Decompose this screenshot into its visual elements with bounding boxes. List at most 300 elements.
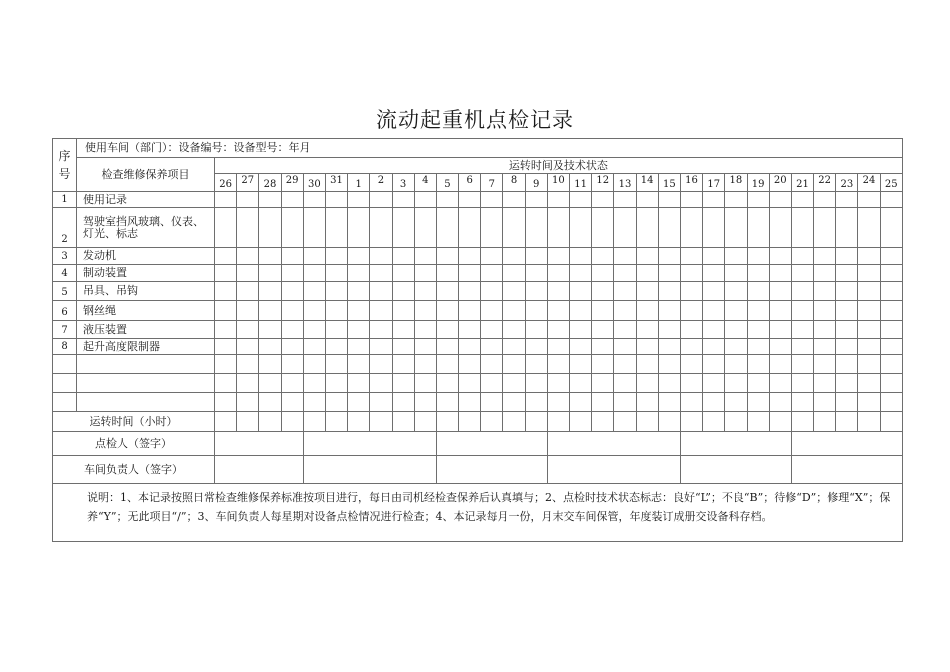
check-cell [281, 301, 303, 321]
run-time-cell [592, 412, 614, 432]
run-time-cell [348, 412, 370, 432]
day-header-1 [348, 174, 370, 192]
check-cell [570, 355, 592, 374]
check-cell [592, 208, 614, 248]
day-header-27 [237, 174, 259, 192]
seq-header [53, 139, 77, 192]
check-cell [392, 282, 414, 301]
day-label: 26 [219, 178, 232, 190]
check-cell [791, 192, 813, 208]
check-cell [281, 248, 303, 265]
check-cell [481, 248, 503, 265]
check-cell [436, 355, 458, 374]
check-cell [791, 355, 813, 374]
day-label: 24 [862, 174, 876, 186]
check-cell [237, 339, 259, 355]
run-time-cell [880, 412, 902, 432]
check-cell [725, 282, 747, 301]
check-cell [680, 192, 702, 208]
check-cell [370, 248, 392, 265]
check-cell [215, 355, 237, 374]
item-seq: 5 [53, 282, 77, 301]
item-label: 驾驶室挡风玻璃、仪表、灯光、标志 [77, 208, 215, 248]
check-cell [725, 393, 747, 412]
day-header-13 [614, 174, 636, 192]
day-header-12 [592, 174, 614, 192]
check-cell [303, 339, 325, 355]
check-cell [570, 301, 592, 321]
check-cell [303, 393, 325, 412]
page-title: 流动起重机点检记录 [376, 108, 574, 132]
check-cell [858, 265, 880, 282]
check-cell [215, 248, 237, 265]
check-cell [281, 208, 303, 248]
check-cell [725, 248, 747, 265]
check-cell [436, 393, 458, 412]
check-cell [747, 374, 769, 393]
check-cell [769, 393, 791, 412]
check-cell [459, 265, 481, 282]
check-cell [370, 282, 392, 301]
run-time-cell [303, 412, 325, 432]
check-cell [592, 192, 614, 208]
run-time-cell [370, 412, 392, 432]
check-cell [703, 355, 725, 374]
inspector-label: 点检人（签字） [53, 432, 215, 456]
check-cell [769, 265, 791, 282]
day-header-23 [836, 174, 858, 192]
check-cell [769, 248, 791, 265]
check-cell [325, 282, 347, 301]
run-time-cell [769, 412, 791, 432]
check-cell [459, 208, 481, 248]
check-cell [370, 355, 392, 374]
inspector-cell [680, 432, 791, 456]
check-cell [525, 374, 547, 393]
check-cell [436, 282, 458, 301]
check-cell [525, 208, 547, 248]
check-cell [503, 321, 525, 339]
check-cell [636, 321, 658, 339]
day-header-30 [303, 174, 325, 192]
item-seq: 7 [53, 321, 77, 339]
check-cell [703, 301, 725, 321]
check-cell [481, 301, 503, 321]
check-cell [215, 393, 237, 412]
check-cell [481, 265, 503, 282]
check-cell [769, 208, 791, 248]
check-cell [481, 374, 503, 393]
day-header-14 [636, 174, 658, 192]
item-label: 钢丝绳 [77, 301, 215, 321]
check-cell [436, 339, 458, 355]
check-cell [814, 355, 836, 374]
day-header-8 [503, 174, 525, 192]
check-cell [414, 282, 436, 301]
check-cell [703, 282, 725, 301]
check-cell [836, 265, 858, 282]
item-label: 制动装置 [77, 265, 215, 282]
day-label: 5 [444, 178, 451, 190]
check-cell [592, 265, 614, 282]
check-cell [370, 192, 392, 208]
check-cell [459, 321, 481, 339]
check-cell [880, 393, 902, 412]
check-cell [481, 355, 503, 374]
check-cell [459, 355, 481, 374]
check-cell [791, 301, 813, 321]
check-cell [459, 282, 481, 301]
check-cell [481, 339, 503, 355]
check-cell [880, 208, 902, 248]
run-time-cell [481, 412, 503, 432]
check-cell [237, 321, 259, 339]
check-cell [858, 282, 880, 301]
check-cell [525, 282, 547, 301]
check-cell [392, 208, 414, 248]
check-cell [747, 339, 769, 355]
check-cell [614, 265, 636, 282]
day-header-7 [481, 174, 503, 192]
check-cell [325, 374, 347, 393]
check-cell [814, 248, 836, 265]
check-cell [237, 374, 259, 393]
day-header-5 [436, 174, 458, 192]
check-cell [703, 248, 725, 265]
status-header: 运转时间及技术状态 [215, 158, 903, 174]
day-header-2 [370, 174, 392, 192]
day-header-11 [570, 174, 592, 192]
check-cell [680, 355, 702, 374]
check-cell [680, 265, 702, 282]
run-time-cell [814, 412, 836, 432]
run-time-cell [281, 412, 303, 432]
day-header-21 [791, 174, 813, 192]
check-cell [281, 355, 303, 374]
check-cell [348, 208, 370, 248]
check-cell [370, 301, 392, 321]
check-cell [547, 282, 569, 301]
check-cell [769, 355, 791, 374]
blank-item [77, 355, 215, 374]
check-cell [436, 265, 458, 282]
day-header-26 [215, 174, 237, 192]
item-seq: 3 [53, 248, 77, 265]
check-cell [503, 208, 525, 248]
check-cell [459, 248, 481, 265]
check-cell [791, 339, 813, 355]
check-cell [503, 265, 525, 282]
check-cell [503, 393, 525, 412]
check-cell [836, 355, 858, 374]
check-cell [348, 321, 370, 339]
day-header-17 [703, 174, 725, 192]
check-cell [858, 208, 880, 248]
check-cell [547, 393, 569, 412]
blank-seq [53, 393, 77, 412]
check-cell [325, 192, 347, 208]
run-time-cell [503, 412, 525, 432]
item-label: 吊具、吊钩 [77, 282, 215, 301]
check-cell [237, 192, 259, 208]
check-cell [481, 282, 503, 301]
check-cell [436, 248, 458, 265]
day-label: 11 [574, 178, 587, 190]
check-cell [547, 374, 569, 393]
check-cell [459, 374, 481, 393]
check-cell [814, 208, 836, 248]
day-header-25 [880, 174, 902, 192]
check-cell [747, 248, 769, 265]
seq-header-label: 序号 [58, 149, 71, 181]
day-label: 2 [377, 174, 385, 186]
item-header: 检查维修保养项目 [77, 158, 215, 192]
check-cell [880, 248, 902, 265]
run-time-cell [791, 412, 813, 432]
check-cell [503, 339, 525, 355]
check-cell [459, 393, 481, 412]
check-cell [592, 321, 614, 339]
check-cell [880, 282, 902, 301]
check-cell [392, 339, 414, 355]
check-cell [836, 301, 858, 321]
check-cell [747, 192, 769, 208]
check-cell [836, 339, 858, 355]
check-cell [303, 265, 325, 282]
day-header-20 [769, 174, 791, 192]
day-header-19 [747, 174, 769, 192]
check-cell [237, 301, 259, 321]
check-cell [880, 321, 902, 339]
check-cell [747, 282, 769, 301]
check-cell [791, 248, 813, 265]
check-cell [348, 301, 370, 321]
check-cell [814, 192, 836, 208]
supervisor-cell [436, 456, 547, 484]
check-cell [370, 339, 392, 355]
inspector-cell [547, 432, 680, 456]
check-cell [658, 355, 680, 374]
check-cell [459, 192, 481, 208]
check-cell [791, 282, 813, 301]
check-cell [215, 321, 237, 339]
check-cell [525, 355, 547, 374]
check-cell [680, 208, 702, 248]
check-cell [414, 192, 436, 208]
check-cell [547, 192, 569, 208]
day-label: 18 [729, 174, 743, 186]
check-cell [858, 355, 880, 374]
day-label: 22 [818, 174, 832, 186]
check-cell [658, 339, 680, 355]
supervisor-cell [547, 456, 680, 484]
supervisor-cell [215, 456, 304, 484]
run-time-cell [436, 412, 458, 432]
check-cell [658, 265, 680, 282]
check-cell [836, 208, 858, 248]
check-cell [725, 192, 747, 208]
check-cell [703, 339, 725, 355]
check-cell [725, 321, 747, 339]
check-cell [592, 374, 614, 393]
check-cell [547, 355, 569, 374]
check-cell [215, 301, 237, 321]
check-cell [636, 355, 658, 374]
check-cell [814, 393, 836, 412]
check-cell [592, 248, 614, 265]
check-cell [680, 321, 702, 339]
check-cell [215, 374, 237, 393]
check-cell [414, 393, 436, 412]
check-cell [814, 339, 836, 355]
check-cell [547, 208, 569, 248]
day-header-10 [547, 174, 569, 192]
check-cell [414, 374, 436, 393]
day-label: 12 [596, 174, 610, 186]
check-cell [814, 374, 836, 393]
day-label: 23 [840, 178, 854, 190]
day-header-9 [525, 174, 547, 192]
run-time-cell [614, 412, 636, 432]
check-cell [680, 339, 702, 355]
check-cell [525, 301, 547, 321]
day-label: 21 [796, 178, 809, 190]
check-cell [259, 248, 281, 265]
check-cell [348, 192, 370, 208]
check-cell [747, 265, 769, 282]
day-header-31 [325, 174, 347, 192]
check-cell [325, 355, 347, 374]
check-cell [481, 192, 503, 208]
day-header-4 [414, 174, 436, 192]
check-cell [436, 192, 458, 208]
check-cell [636, 301, 658, 321]
run-time-cell [215, 412, 237, 432]
check-cell [325, 208, 347, 248]
check-cell [680, 301, 702, 321]
check-cell [592, 301, 614, 321]
blank-item [77, 393, 215, 412]
check-cell [259, 321, 281, 339]
run-time-label: 运转时间（小时） [53, 412, 215, 432]
check-cell [791, 393, 813, 412]
run-time-cell [525, 412, 547, 432]
day-label: 3 [399, 178, 407, 190]
check-cell [747, 321, 769, 339]
check-cell [814, 265, 836, 282]
check-cell [215, 208, 237, 248]
check-cell [880, 355, 902, 374]
check-cell [237, 248, 259, 265]
check-cell [658, 301, 680, 321]
check-cell [858, 321, 880, 339]
check-cell [414, 265, 436, 282]
item-label: 液压装置 [77, 321, 215, 339]
check-cell [325, 265, 347, 282]
check-cell [348, 339, 370, 355]
check-cell [880, 265, 902, 282]
run-time-cell [325, 412, 347, 432]
check-cell [880, 374, 902, 393]
check-cell [725, 265, 747, 282]
check-cell [436, 374, 458, 393]
check-cell [237, 208, 259, 248]
item-seq: 4 [53, 265, 77, 282]
check-cell [259, 355, 281, 374]
check-cell [703, 208, 725, 248]
check-cell [658, 208, 680, 248]
check-cell [281, 321, 303, 339]
check-cell [547, 248, 569, 265]
day-label: 30 [307, 178, 321, 190]
check-cell [215, 192, 237, 208]
check-cell [259, 339, 281, 355]
check-cell [547, 339, 569, 355]
supervisor-cell [680, 456, 791, 484]
run-time-cell [547, 412, 569, 432]
day-label: 27 [241, 174, 255, 186]
check-cell [747, 208, 769, 248]
day-label: 13 [618, 178, 632, 190]
check-cell [259, 192, 281, 208]
check-cell [769, 321, 791, 339]
check-cell [503, 192, 525, 208]
item-seq: 1 [53, 192, 77, 208]
check-cell [769, 282, 791, 301]
day-label: 17 [707, 178, 721, 190]
check-cell [592, 393, 614, 412]
check-cell [303, 282, 325, 301]
blank-seq [53, 355, 77, 374]
check-cell [769, 374, 791, 393]
check-cell [791, 321, 813, 339]
day-header-28 [259, 174, 281, 192]
check-cell [237, 265, 259, 282]
check-cell [281, 282, 303, 301]
item-seq: 6 [53, 301, 77, 321]
check-cell [791, 208, 813, 248]
check-cell [259, 374, 281, 393]
check-cell [370, 321, 392, 339]
check-cell [570, 192, 592, 208]
check-cell [880, 192, 902, 208]
check-cell [259, 301, 281, 321]
day-label: 29 [285, 174, 299, 186]
run-time-cell [725, 412, 747, 432]
check-cell [658, 192, 680, 208]
check-cell [525, 339, 547, 355]
check-cell [215, 339, 237, 355]
check-cell [703, 265, 725, 282]
check-cell [392, 265, 414, 282]
day-label: 31 [330, 174, 343, 186]
day-label: 25 [884, 178, 898, 190]
check-cell [614, 208, 636, 248]
check-cell [858, 301, 880, 321]
check-cell [459, 339, 481, 355]
check-cell [348, 265, 370, 282]
day-label: 15 [662, 178, 676, 190]
check-cell [703, 192, 725, 208]
run-time-cell [636, 412, 658, 432]
check-cell [392, 248, 414, 265]
inspector-cell [303, 432, 436, 456]
check-cell [414, 355, 436, 374]
check-cell [392, 393, 414, 412]
day-label: 8 [510, 174, 518, 186]
run-time-cell [237, 412, 259, 432]
blank-item [77, 374, 215, 393]
